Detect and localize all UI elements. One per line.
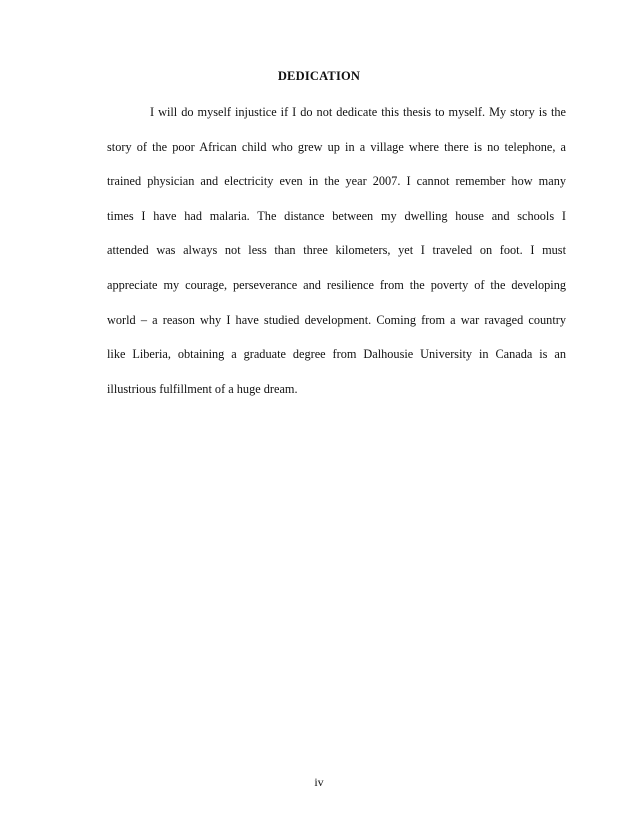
paragraph-line: times I have had malaria. The distance between my dwelling house and schools I: [107, 208, 566, 223]
page-number: iv: [314, 775, 324, 789]
paragraph-line: appreciate my courage, perseverance and resilience from the poverty of the developing: [107, 277, 566, 292]
paragraph-line: world – a reason why I have studied development. Coming from a war ravaged country: [107, 312, 566, 327]
page-title: DEDICATION: [277, 69, 361, 83]
paragraph-line: I will do myself injustice if I do not dedicate this thesis to myself. My story is the: [150, 105, 566, 119]
paragraph-line: trained physician and electricity even in the year 2007. I cannot remember how many: [107, 174, 566, 189]
paragraph-line: like Liberia, obtaining a graduate degree from Dalhousie University in Canada is an: [107, 347, 566, 362]
paragraph-line: attended was always not less than three kilometers, yet I traveled on foot. I must: [107, 243, 566, 258]
paragraph-line: story of the poor African child who grew up in a village where there is no telephone, a: [107, 139, 566, 154]
paragraph-line: illustrious fulfillment of a huge dream.: [107, 381, 298, 396]
dedication-paragraph: [107, 95, 566, 406]
